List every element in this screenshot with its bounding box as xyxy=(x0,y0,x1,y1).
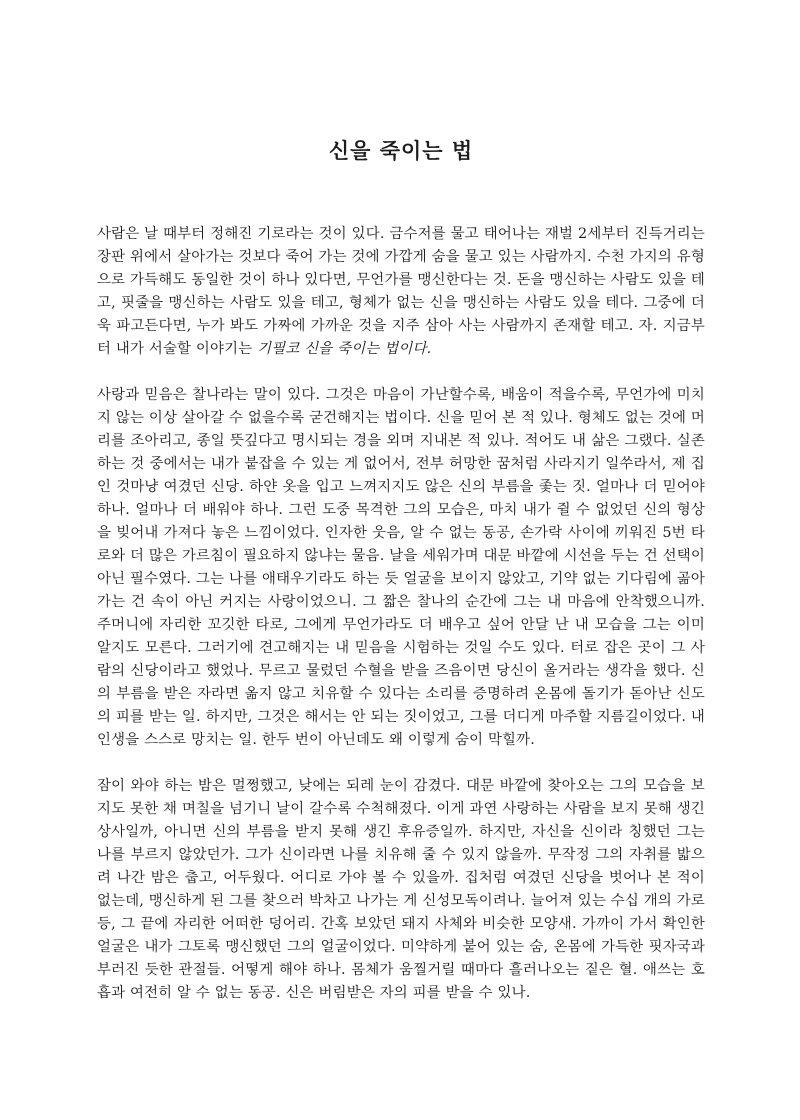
document-body xyxy=(97,223,705,1005)
paragraph-1 xyxy=(97,223,705,361)
paragraph-2 xyxy=(97,384,705,752)
paragraph-3 xyxy=(97,775,705,1005)
paragraph-1-text: 사람은 날 때부터 정해진 기로라는 것이 있다. 금수저를 물고 태어나는 재벌 2세부터 진득거리는 장판 위에서 살아가는 것보다 죽어 가는 것에 가깝게 숨을 물고 있는 사람까지. 수천 가지의 유형으로 가득해도 동일한 것이 하나 있다면, 무언가를 맹신한다는 것. 돈을 맹신하는 사람도 있을 테고, 핏줄을 맹신하는 사람도 있을 테고, 형체가 없는 신을 맹신하는 사람도 있을 테다. 그중에 더욱 파고든다면, 누가 봐도 가짜에 가까운 것을 지주 삼아 사는 사람까지 존재할 테고. 자. 지금부터 내가 서술할 이야기는 xyxy=(97,226,705,357)
paragraph-1-italic-phrase: 기필코 신을 죽이는 법이다. xyxy=(257,341,432,357)
document-title: 신을 죽이는 법 xyxy=(328,138,474,163)
paragraph-3-text: 잠이 와야 하는 밤은 멀쩡했고, 낮에는 되레 눈이 감겼다. 대문 바깥에 찾아오는 그의 모습을 보지도 못한 채 며칠을 넘기니 날이 갈수록 수척해졌다. 이게 과연 사랑하는 사람을 보지 못해 생긴 상사일까, 아니면 신의 부름을 받지 못해 생긴 후유증일까. 하지만, 자신을 신이라 칭했던 그는 나를 부르지 않았던가. 그가 신이라면 나를 치유해 줄 수 있지 않을까. 무작정 그의 자취를 밟으려 나간 밤은 춥고, 어두웠다. 어디로 가야 볼 수 있을까. 집처럼 여겼던 신당을 벗어나 본 적이 없는데, 맹신하게 된 그를 찾으러 박차고 나가는 게 신성모독이려나. 늘어져 있는 수십 개의 가로등, 그 끝에 자리한 어떠한 덩어리. 간혹 보았던 돼지 사체와 비슷한 모양새. 가까이 가서 확인한 얼굴은 내가 그토록 맹신했던 그의 얼굴이었다. 미약하게 붙어 있는 숨, 온몸에 가득한 핏자국과 부러진 듯한 관절들. 어떻게 해야 하나. 몸체가 움찔거릴 때마다 흘러나오는 짙은 혈. 애쓰는 호흡과 여전히 알 수 없는 동공. 신은 버림받은 자의 피를 받을 수 있나. xyxy=(97,778,705,1001)
paragraph-2-text: 사랑과 믿음은 찰나라는 말이 있다. 그것은 마음이 가난할수록, 배움이 적을수록, 무언가에 미치지 않는 이상 살아갈 수 없을수록 굳건해지는 법이다. 신을 믿어 본 적 있나. 형체도 없는 것에 머리를 조아리고, 종일 뜻깊다고 명시되는 경을 외며 지내본 적 있나. 적어도 내 삶은 그랬다. 실존하는 것 중에서는 내가 붙잡을 수 있는 게 없어서, 전부 허망한 꿈처럼 사라지기 일쑤라서, 제 집인 것마냥 여겼던 신당. 하얀 옷을 입고 느껴지지도 않은 신의 부름을 좇는 짓. 얼마나 더 믿어야 하나. 얼마나 더 배워야 하나. 그런 도중 목격한 그의 모습은, 마치 내가 쥘 수 없었던 신의 형상을 빚어내 가져다 놓은 느낌이었다. 인자한 웃음, 알 수 없는 동공, 손가락 사이에 끼워진 5번 타로와 더 많은 가르침이 필요하지 않냐는 물음. 날을 세워가며 대문 바깥에 시선을 두는 건 선택이 아닌 필수였다. 그는 나를 애태우기라도 하는 듯 얼굴을 보이지 않았고, 기약 없는 기다림에 곪아가는 건 속이 아닌 커지는 사랑이었으니. 그 짧은 찰나의 순간에 그는 내 마음에 안착했으니까. 주머니에 자리한 꼬깃한 타로, 그에게 무언가라도 더 배우고 싶어 안달 난 내 모습을 그는 이미 알지도 모른다. 그러기에 견고해지는 내 믿음을 시험하는 것일 수도 있다. 터로 잡은 곳이 그 사람의 신당이라고 했었나. 무르고 물렀던 수혈을 받을 즈음이면 당신이 올거라는 생각을 했다. 신의 부름을 받은 자라면 옮지 않고 치유할 수 있다는 소리를 증명하려 온몸에 돌기가 돋아난 신도의 피를 받는 일. 하지만, 그것은 해서는 안 되는 짓이었고, 그를 더디게 마주할 지름길이었다. 내 인생을 스스로 망치는 일. 한두 번이 아닌데도 왜 이렇게 숨이 막힐까. xyxy=(97,387,705,748)
